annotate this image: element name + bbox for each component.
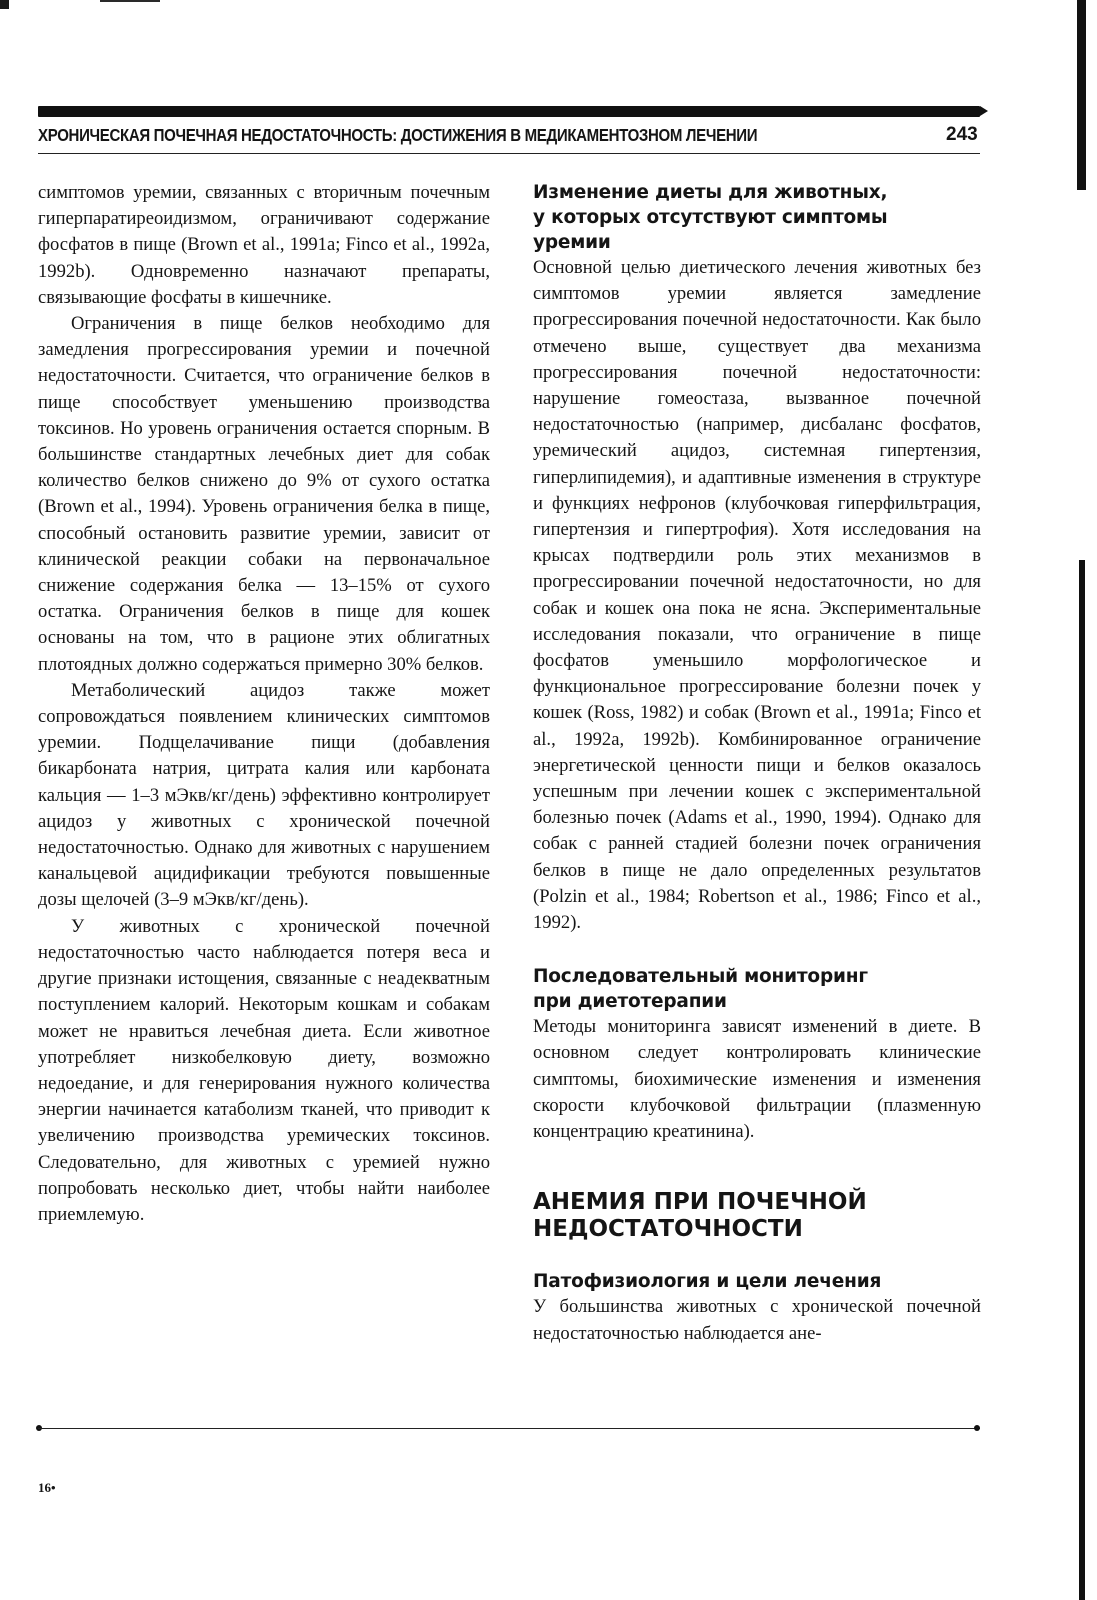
footer-rule-dot xyxy=(974,1425,980,1431)
left-column xyxy=(38,180,490,1228)
paragraph: симптомов уремии, связанных с вторичным почечным гиперпаратиреоидизмом, ограничивают содержание фосфатов в пище (Brown et al., 1991a; Finco et al., 1992a, 1992b). Одновременно назначают препараты, связывающие фосфаты в кишечнике. xyxy=(38,182,490,308)
subheading-line: при диетотерапии xyxy=(533,991,727,1013)
subheading-line: уремии xyxy=(533,232,611,253)
header-rule xyxy=(38,106,980,117)
section-heading-anemia xyxy=(533,1189,981,1243)
section-heading-line: АНЕМИЯ ПРИ ПОЧЕЧНОЙ xyxy=(533,1189,867,1216)
subheading-diet-change xyxy=(533,180,981,255)
page-number: 243 xyxy=(946,124,978,145)
subheading-pathophysiology: Патофизиология и цели лечения xyxy=(533,1271,882,1293)
subheading-line: Изменение диеты для животных, xyxy=(533,182,888,203)
section-heading-line: НЕДОСТАТОЧНОСТИ xyxy=(533,1216,803,1243)
scan-edge-shadow xyxy=(1079,560,1085,1600)
subheading-line: у которых отсутствуют симптомы xyxy=(533,207,888,228)
header-divider xyxy=(38,153,980,154)
scan-mark xyxy=(0,0,9,9)
footer-rule xyxy=(38,1428,980,1429)
printer-signature: 16• xyxy=(38,1480,56,1495)
paragraph: Ограничения в пище белков необходимо для замедления прогрессирования уремии и почечной недостаточности. Считается, что ограничение белков в пище способствует уменьшению производства токсинов. Но уровень ограничения остается спорным. В большинстве стандартных лечебных диет для собак количество белков снижено до 9% от сухого остатка (Brown et al., 1994). Уровень ограничения белка в пище, способный остановить развитие уремии, зависит от клинической реакции собаки на первоначальное снижение содержания белка — 13–15% от сухого остатка. Ограничения белков в пище для кошек основаны на том, что в рационе этих облигатных плотоядных должно содержаться примерно 30% белков. xyxy=(38,313,490,675)
paragraph: У животных с хронической почечной недостаточностью часто наблюдается потеря веса и другие признаки истощения, связанные с неадекватным поступлением калорий. Некоторым кошкам и собакам может не нравиться лечебная диета. Если животное употребляет низкобелковую диету, возможно недоедание, и для генерирования нужного количества энергии начинается катаболизм тканей, что приводит к увеличению производства уремических токсинов. Следовательно, для животных с уремией нужно попробовать несколько диет, чтобы найти наиболее приемлемую. xyxy=(38,915,490,1225)
paragraph: У большинства животных с хронической почечной недостаточностью наблюдается ане- xyxy=(533,1296,981,1344)
scan-mark xyxy=(100,0,160,2)
subheading-monitoring xyxy=(533,964,981,1014)
right-column xyxy=(533,180,981,1347)
running-title: ХРОНИЧЕСКАЯ ПОЧЕЧНАЯ НЕДОСТАТОЧНОСТЬ: ДОСТИЖЕНИЯ В МЕДИКАМЕНТОЗНОМ ЛЕЧЕНИИ xyxy=(38,125,758,145)
paragraph: Метаболический ацидоз также может сопровождаться появлением клинических симптомов уремии. Подщелачивание пищи (добавления бикарбоната натрия, цитрата калия или карбоната кальция — 1–3 мЭкв/кг/день) эффективно контролирует ацидоз у животных с хронической почечной недостаточностью. Однако для животных с нарушением канальцевой ацидификации требуются повышенные дозы щелочей (3–9 мЭкв/кг/день). xyxy=(38,679,490,911)
subheading-line: Последовательный мониторинг xyxy=(533,966,868,988)
paragraph: Основной целью диетического лечения животных без симптомов уремии является замедление прогрессирования почечной недостаточности. Как было отмечено выше, существует два механизма прогрессирования почечной недостаточности: нарушение гомеостаза, вызванное почечной недостаточностью (например, дисбаланс фосфатов, уремический ацидоз, системная гипертензия, гиперлипидемия), и адаптивные изменения в структуре и функциях нефронов (клубочковая гиперфильтрация, гипертензия и гипертрофия). Хотя исследования на крысах подтвердили роль этих механизмов в прогрессировании почечной недостаточности, но для собак и кошек она пока не ясна. Экспериментальные исследования показали, что ограничение в пище фосфатов уменьшило морфологическое и функциональное прогрессирование болезни почек у кошек (Ross, 1982) и собак (Brown et al., 1991a; Finco et al., 1992a, 1992b). Комбинированное ограничение энергетической ценности пищи и белков оказалось успешным при лечении кошек с экспериментальной болезнью почек (Adams et al., 1990, 1994). Однако для собак с ранней стадией болезни почек ограничения белков в пище не дало определенных результатов (Polzin et al., 1984; Robertson et al., 1986; Finco et al., 1992). xyxy=(533,257,981,934)
scan-edge-shadow xyxy=(1077,0,1086,190)
paragraph: Методы мониторинга зависят изменений в диете. В основном следует контролировать клинические симптомы, биохимические изменения и изменения скорости клубочковой фильтрации (плазменную концентрацию креатинина). xyxy=(533,1016,981,1143)
